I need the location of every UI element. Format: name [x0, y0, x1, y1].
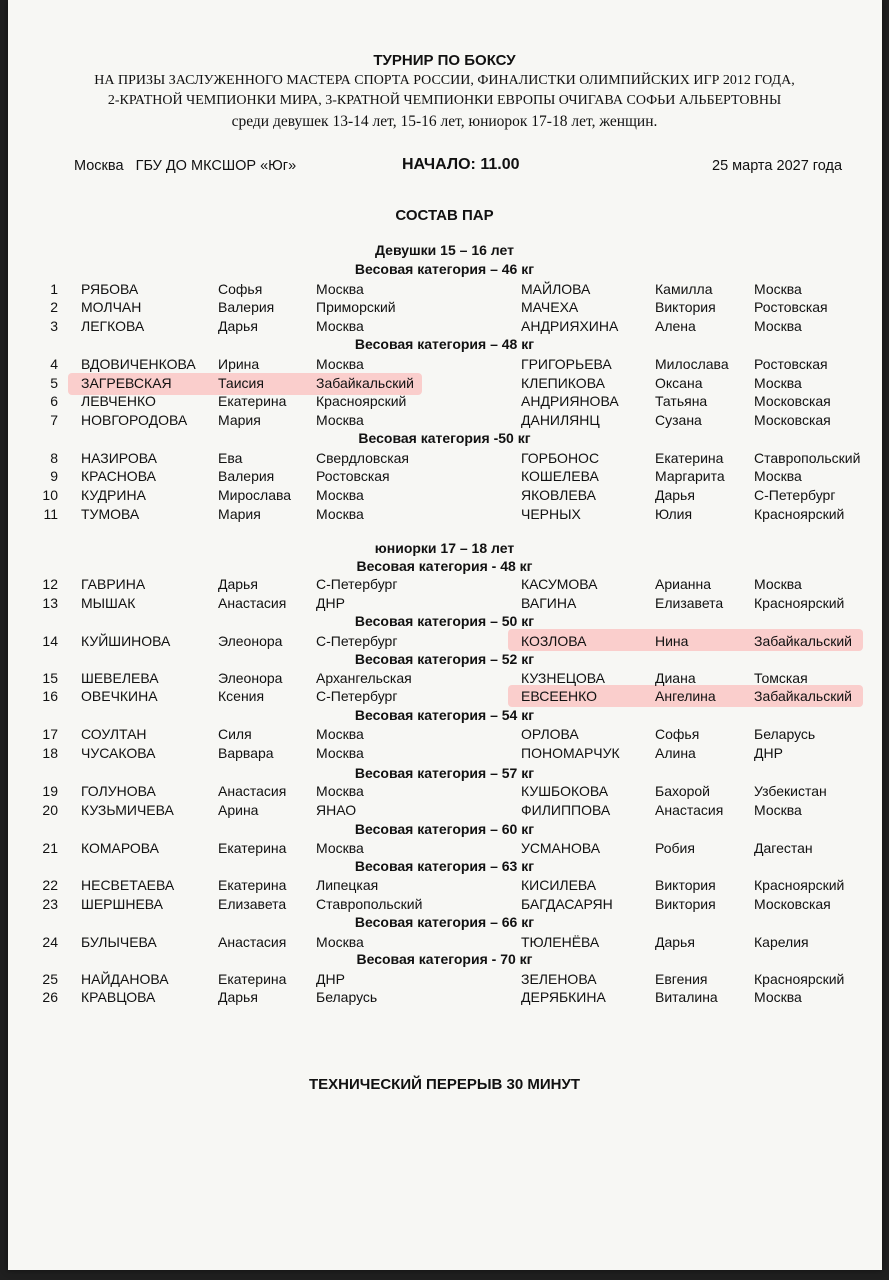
red-corner-name: Екатерина	[218, 840, 287, 856]
blue-corner-name: Милослава	[655, 356, 729, 372]
blue-corner-surname: ЧЕРНЫХ	[521, 506, 581, 522]
red-corner-name: Екатерина	[218, 877, 287, 893]
pair-number: 18	[42, 745, 58, 761]
red-corner-surname: КУДРИНА	[81, 487, 146, 503]
blue-corner-surname: КУЗНЕЦОВА	[521, 670, 605, 686]
red-corner-region: Москва	[316, 726, 364, 742]
blue-corner-region: Беларусь	[754, 726, 816, 742]
blue-corner-name: Ангелина	[655, 688, 716, 704]
red-corner-region: Свердловская	[316, 450, 410, 466]
blue-corner-name: Алина	[655, 745, 696, 761]
pair-row	[0, 877, 889, 896]
red-corner-region: Москва	[316, 506, 364, 522]
blue-corner-surname: ОРЛОВА	[521, 726, 579, 742]
blue-corner-name: Робия	[655, 840, 695, 856]
pair-row	[0, 576, 889, 595]
blue-corner-region: Ставропольский	[754, 450, 861, 466]
pair-row	[0, 688, 889, 707]
blue-corner-surname: ЕВСЕЕНКО	[521, 688, 597, 704]
pair-row	[0, 633, 889, 652]
pair-number: 12	[42, 576, 58, 592]
blue-corner-surname: ТЮЛЕНЁВА	[521, 934, 600, 950]
weight-category: Весовая категория – 66 кг	[354, 914, 535, 930]
pair-number: 14	[42, 633, 58, 649]
blue-corner-region: Красноярский	[754, 506, 845, 522]
weight-category: Весовая категория -50 кг	[358, 430, 531, 446]
blue-corner-name: Софья	[655, 726, 700, 742]
pair-row	[0, 281, 889, 300]
blue-corner-name: Оксана	[655, 375, 703, 391]
pair-row	[0, 989, 889, 1008]
red-corner-region: С-Петербург	[316, 688, 398, 704]
blue-corner-region: Забайкальский	[754, 633, 852, 649]
red-corner-name: Мирослава	[218, 487, 292, 503]
red-corner-region: Ростовская	[316, 468, 390, 484]
pair-row	[0, 595, 889, 614]
red-corner-surname: МОЛЧАН	[81, 299, 142, 315]
blue-corner-name: Юлия	[655, 506, 693, 522]
blue-corner-surname: КУШБОКОВА	[521, 783, 609, 799]
blue-corner-region: Карелия	[754, 934, 809, 950]
pair-row	[0, 726, 889, 745]
red-corner-surname: ВДОВИЧЕНКОВА	[81, 356, 196, 372]
red-corner-name: Мария	[218, 506, 261, 522]
red-corner-region: ДНР	[316, 595, 345, 611]
subtitle-line-1: НА ПРИЗЫ ЗАСЛУЖЕННОГО МАСТЕРА СПОРТА РОССИИ, ФИНАЛИСТКИ ОЛИМПИЙСКИХ ИГР 2012 ГОДА,	[94, 73, 795, 88]
red-corner-region: Приморский	[316, 299, 396, 315]
pair-number: 8	[50, 450, 58, 466]
red-corner-surname: МЫШАК	[81, 595, 136, 611]
blue-corner-region: Забайкальский	[754, 688, 852, 704]
blue-corner-region: Москва	[754, 576, 802, 592]
red-corner-surname: НЕСВЕТАЕВА	[81, 877, 175, 893]
blue-corner-surname: КЛЕПИКОВА	[521, 375, 605, 391]
pair-number: 21	[42, 840, 58, 856]
weight-category: Весовая категория – 54 кг	[354, 707, 535, 723]
blue-corner-surname: ЗЕЛЕНОВА	[521, 971, 597, 987]
blue-corner-surname: ЯКОВЛЕВА	[521, 487, 596, 503]
pair-row	[0, 934, 889, 953]
red-corner-region: ЯНАО	[316, 802, 357, 818]
red-corner-surname: ЧУСАКОВА	[81, 745, 156, 761]
red-corner-surname: НОВГОРОДОВА	[81, 412, 188, 428]
red-corner-surname: ОВЕЧКИНА	[81, 688, 158, 704]
blue-corner-name: Елизавета	[655, 595, 724, 611]
pair-number: 19	[42, 783, 58, 799]
blue-corner-surname: ФИЛИППОВА	[521, 802, 611, 818]
red-corner-region: Забайкальский	[316, 375, 414, 391]
pair-number: 4	[50, 356, 58, 372]
red-corner-region: Москва	[316, 783, 364, 799]
blue-corner-name: Бахорой	[655, 783, 710, 799]
blue-corner-name: Виталина	[655, 989, 718, 1005]
pair-row	[0, 506, 889, 525]
blue-corner-name: Диана	[655, 670, 696, 686]
red-corner-name: Софья	[218, 281, 263, 297]
red-corner-region: Ставропольский	[316, 896, 423, 912]
red-corner-name: Дарья	[218, 989, 258, 1005]
blue-corner-surname: ДАНИЛЯНЦ	[521, 412, 600, 428]
blue-corner-region: Ростовская	[754, 299, 828, 315]
blue-corner-region: Узбекистан	[754, 783, 827, 799]
red-corner-name: Ева	[218, 450, 243, 466]
pair-row	[0, 299, 889, 318]
red-corner-surname: КРАСНОВА	[81, 468, 156, 484]
weight-category: Весовая категория – 50 кг	[354, 613, 535, 629]
red-corner-surname: КРАВЦОВА	[81, 989, 156, 1005]
blue-corner-surname: КИСИЛЕВА	[521, 877, 597, 893]
blue-corner-name: Виктория	[655, 877, 716, 893]
blue-corner-region: Московская	[754, 896, 831, 912]
blue-corner-surname: УСМАНОВА	[521, 840, 601, 856]
red-corner-region: Липецкая	[316, 877, 379, 893]
blue-corner-name: Татьяна	[655, 393, 708, 409]
blue-corner-name: Анастасия	[655, 802, 724, 818]
blue-corner-region: Москва	[754, 802, 802, 818]
red-corner-surname: КУЙШИНОВА	[81, 633, 171, 649]
event-date: 25 марта 2027 года	[712, 158, 843, 174]
blue-corner-region: С-Петербург	[754, 487, 836, 503]
blue-corner-region: Москва	[754, 281, 802, 297]
red-corner-region: Москва	[316, 840, 364, 856]
red-corner-surname: БУЛЫЧЕВА	[81, 934, 157, 950]
pair-number: 23	[42, 896, 58, 912]
red-corner-surname: ТУМОВА	[81, 506, 140, 522]
red-corner-surname: ЛЕВЧЕНКО	[81, 393, 156, 409]
blue-corner-region: Москва	[754, 318, 802, 334]
red-corner-surname: ГОЛУНОВА	[81, 783, 156, 799]
pair-number: 10	[42, 487, 58, 503]
document-title: ТУРНИР ПО БОКСУ	[373, 52, 516, 69]
pair-row	[0, 896, 889, 915]
weight-category: Весовая категория – 46 кг	[354, 261, 535, 277]
red-corner-surname: КОМАРОВА	[81, 840, 160, 856]
blue-corner-surname: МАЧЕХА	[521, 299, 579, 315]
pair-number: 5	[50, 375, 58, 391]
red-corner-surname: НАЗИРОВА	[81, 450, 157, 466]
blue-corner-region: Московская	[754, 412, 831, 428]
red-corner-name: Ирина	[218, 356, 260, 372]
blue-corner-region: Красноярский	[754, 877, 845, 893]
weight-category: Весовая категория – 52 кг	[354, 651, 535, 667]
red-corner-name: Елизавета	[218, 896, 287, 912]
footer-note: ТЕХНИЧЕСКИЙ ПЕРЕРЫВ 30 МИНУТ	[309, 1076, 580, 1093]
red-corner-name: Мария	[218, 412, 261, 428]
red-corner-region: Москва	[316, 934, 364, 950]
red-corner-name: Анастасия	[218, 595, 287, 611]
blue-corner-region: Томская	[754, 670, 808, 686]
weight-category: Весовая категория – 63 кг	[354, 858, 535, 874]
group-heading: юниорки 17 – 18 лет	[374, 540, 515, 556]
blue-corner-surname: ГРИГОРЬЕВА	[521, 356, 612, 372]
red-corner-name: Таисия	[218, 375, 264, 391]
red-corner-region: С-Петербург	[316, 576, 398, 592]
red-corner-name: Силя	[218, 726, 252, 742]
pair-row	[0, 393, 889, 412]
blue-corner-surname: ПОНОМАРЧУК	[521, 745, 620, 761]
weight-category: Весовая категория - 48 кг	[356, 558, 533, 574]
red-corner-name: Анастасия	[218, 934, 287, 950]
weight-category: Весовая категория - 70 кг	[356, 951, 533, 967]
red-corner-name: Ксения	[218, 688, 265, 704]
blue-corner-name: Нина	[655, 633, 689, 649]
pair-row	[0, 783, 889, 802]
group-heading: Девушки 15 – 16 лет	[375, 242, 514, 258]
red-corner-name: Варвара	[218, 745, 274, 761]
subtitle-line-2: 2-КРАТНОЙ ЧЕМПИОНКИ МИРА, 3-КРАТНОЙ ЧЕМПИОНКИ ЕВРОПЫ ОЧИГАВА СОФЬИ АЛЬБЕРТОВНЫ	[107, 93, 782, 108]
blue-corner-name: Алена	[655, 318, 696, 334]
pair-row	[0, 375, 889, 394]
pair-number: 3	[50, 318, 58, 334]
blue-corner-surname: ГОРБОНОС	[521, 450, 600, 466]
blue-corner-name: Екатерина	[655, 450, 724, 466]
pair-number: 24	[42, 934, 58, 950]
blue-corner-surname: БАГДАСАРЯН	[521, 896, 613, 912]
pair-number: 7	[50, 412, 58, 428]
red-corner-name: Анастасия	[218, 783, 287, 799]
blue-corner-name: Дарья	[655, 934, 695, 950]
red-corner-surname: ШЕВЕЛЕВА	[81, 670, 159, 686]
blue-corner-name: Сузана	[655, 412, 702, 428]
blue-corner-region: ДНР	[754, 745, 783, 761]
red-corner-name: Элеонора	[218, 633, 283, 649]
red-corner-name: Дарья	[218, 576, 258, 592]
red-corner-surname: ЗАГРЕВСКАЯ	[81, 375, 172, 391]
blue-corner-region: Ростовская	[754, 356, 828, 372]
red-corner-surname: НАЙДАНОВА	[81, 971, 169, 987]
pair-row	[0, 802, 889, 821]
subtitle-line-3: среди девушек 13-14 лет, 15-16 лет, юниорок 17-18 лет, женщин.	[231, 113, 658, 130]
blue-corner-name: Виктория	[655, 896, 716, 912]
pair-row	[0, 468, 889, 487]
pair-number: 20	[42, 802, 58, 818]
blue-corner-surname: КАСУМОВА	[521, 576, 598, 592]
red-corner-region: Беларусь	[316, 989, 378, 1005]
pair-row	[0, 487, 889, 506]
blue-corner-region: Красноярский	[754, 595, 845, 611]
pair-number: 6	[50, 393, 58, 409]
red-corner-region: Москва	[316, 318, 364, 334]
red-corner-name: Екатерина	[218, 393, 287, 409]
red-corner-region: Красноярский	[316, 393, 407, 409]
pair-row	[0, 670, 889, 689]
red-corner-surname: ШЕРШНЕВА	[81, 896, 163, 912]
pair-number: 9	[50, 468, 58, 484]
blue-corner-region: Красноярский	[754, 971, 845, 987]
blue-corner-region: Дагестан	[754, 840, 813, 856]
weight-category: Весовая категория – 60 кг	[354, 821, 535, 837]
red-corner-surname: КУЗЬМИЧЕВА	[81, 802, 174, 818]
red-corner-name: Элеонора	[218, 670, 283, 686]
pair-number: 13	[42, 595, 58, 611]
blue-corner-name: Арианна	[655, 576, 711, 592]
pair-row	[0, 745, 889, 764]
blue-corner-name: Виктория	[655, 299, 716, 315]
blue-corner-name: Камилла	[655, 281, 713, 297]
red-corner-surname: ЛЕГКОВА	[81, 318, 145, 334]
red-corner-surname: РЯБОВА	[81, 281, 139, 297]
pair-row	[0, 318, 889, 337]
pair-number: 1	[50, 281, 58, 297]
start-time: НАЧАЛО: 11.00	[402, 156, 520, 173]
blue-corner-region: Москва	[754, 468, 802, 484]
venue: Москва ГБУ ДО МКСШОР «Юг»	[74, 158, 297, 174]
pair-number: 25	[42, 971, 58, 987]
red-corner-name: Валерия	[218, 468, 275, 484]
blue-corner-region: Москва	[754, 375, 802, 391]
pair-row	[0, 971, 889, 990]
pair-number: 22	[42, 877, 58, 893]
pair-number: 15	[42, 670, 58, 686]
pair-row	[0, 356, 889, 375]
blue-corner-region: Москва	[754, 989, 802, 1005]
blue-corner-surname: МАЙЛОВА	[521, 281, 591, 297]
weight-category: Весовая категория – 57 кг	[354, 765, 535, 781]
red-corner-name: Екатерина	[218, 971, 287, 987]
pair-number: 26	[42, 989, 58, 1005]
red-corner-name: Дарья	[218, 318, 258, 334]
blue-corner-name: Маргарита	[655, 468, 725, 484]
section-title: СОСТАВ ПАР	[395, 207, 494, 224]
pair-row	[0, 840, 889, 859]
red-corner-surname: ГАВРИНА	[81, 576, 146, 592]
blue-corner-surname: КОШЕЛЕВА	[521, 468, 599, 484]
red-corner-region: Москва	[316, 487, 364, 503]
red-corner-region: ДНР	[316, 971, 345, 987]
red-corner-region: Москва	[316, 745, 364, 761]
red-corner-region: Москва	[316, 412, 364, 428]
pair-number: 11	[43, 506, 58, 522]
pair-row	[0, 412, 889, 431]
blue-corner-surname: ВАГИНА	[521, 595, 577, 611]
pair-number: 16	[42, 688, 58, 704]
pair-row	[0, 450, 889, 469]
pair-number: 2	[50, 299, 58, 315]
blue-corner-region: Московская	[754, 393, 831, 409]
red-corner-region: Москва	[316, 281, 364, 297]
blue-corner-surname: АНДРИЯНОВА	[521, 393, 619, 409]
red-corner-region: С-Петербург	[316, 633, 398, 649]
blue-corner-surname: КОЗЛОВА	[521, 633, 587, 649]
red-corner-surname: СОУЛТАН	[81, 726, 147, 742]
blue-corner-name: Евгения	[655, 971, 708, 987]
blue-corner-surname: АНДРИЯХИНА	[521, 318, 619, 334]
red-corner-name: Валерия	[218, 299, 275, 315]
blue-corner-surname: ДЕРЯБКИНА	[521, 989, 606, 1005]
pair-number: 17	[42, 726, 58, 742]
weight-category: Весовая категория – 48 кг	[354, 336, 535, 352]
blue-corner-name: Дарья	[655, 487, 695, 503]
red-corner-region: Москва	[316, 356, 364, 372]
red-corner-region: Архангельская	[316, 670, 412, 686]
red-corner-name: Арина	[218, 802, 259, 818]
